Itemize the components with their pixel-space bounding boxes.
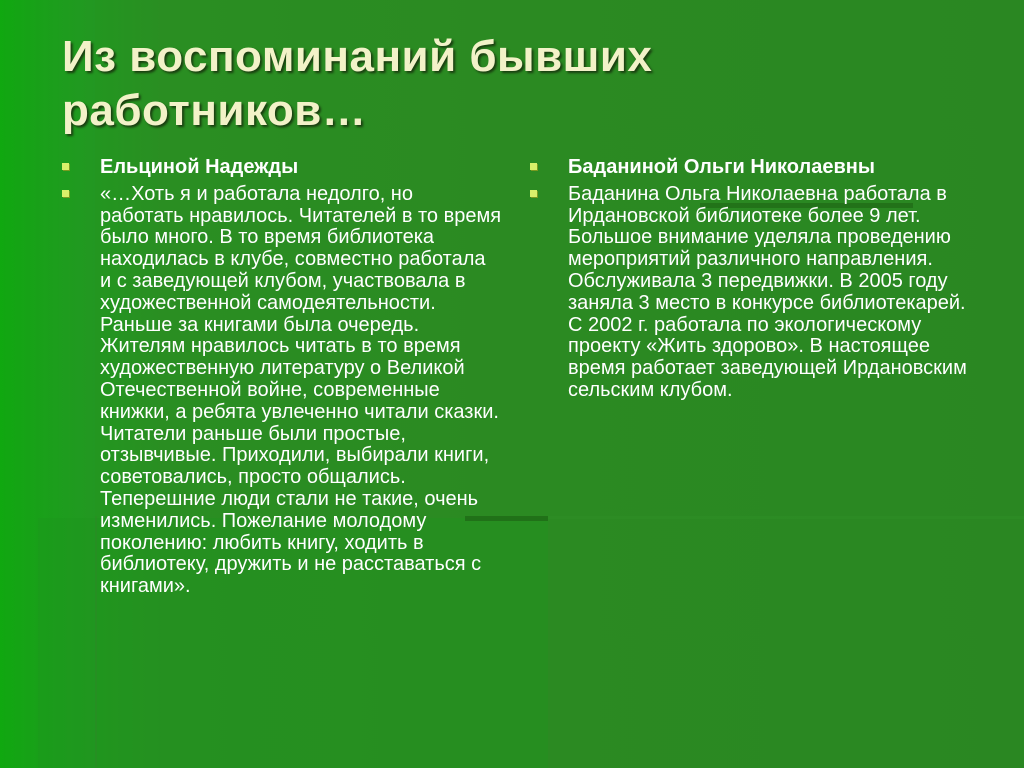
slide-title: [62, 30, 962, 138]
square-bullet-icon: [530, 190, 537, 197]
right-column-text: Баданина Ольга Николаевна работала в Ирдановской библиотеке более 9 лет. Большое внимание уделяла проведению мероприятий различного направления. Обслуживала 3 передвижки. В 2005 году заняла 3 место в конкурсе библиотекарей. С 2002 г. работала по экологическому проекту «Жить здорово». В настоящее время работает заведующей Ирдановским сельским клубом.: [568, 182, 967, 401]
decorative-stripe: [548, 516, 1024, 519]
list-item: [62, 184, 502, 598]
right-column-heading: Баданиной Ольги Николаевны: [568, 156, 875, 178]
square-bullet-icon: [530, 163, 537, 170]
slide-title-line: Из воспоминаний бывших: [62, 32, 653, 81]
slide-title-line: работников…: [62, 86, 367, 135]
list-item: [62, 157, 502, 179]
square-bullet-icon: [62, 163, 69, 170]
list-item: [530, 157, 970, 179]
square-bullet-icon: [62, 190, 69, 197]
left-column-heading: Ельциной Надежды: [100, 156, 299, 178]
list-item: [530, 184, 970, 402]
left-column: [62, 157, 502, 603]
left-column-text: «…Хоть я и работала недолго, но работать нравилось. Читателей в то время было много. В то время библиотека находилась в клубе, совместно работала и с заведующей клубом, участвовала в художественной самодеятельности. Раньше за книгами была очередь. Жителям нравилось читать в то время художественную литературу о Великой Отечественной войне, современные книжки, а ребята увлеченно читали сказки. Читатели раньше были простые, отзывчивые. Приходили, выбирали книги, советовались, просто общались. Теперешние люди стали не такие, очень изменились. Пожелание молодому поколению: любить книгу, ходить в библиотеку, дружить и не расставаться с книгами».: [100, 182, 502, 598]
right-column: [530, 157, 970, 407]
